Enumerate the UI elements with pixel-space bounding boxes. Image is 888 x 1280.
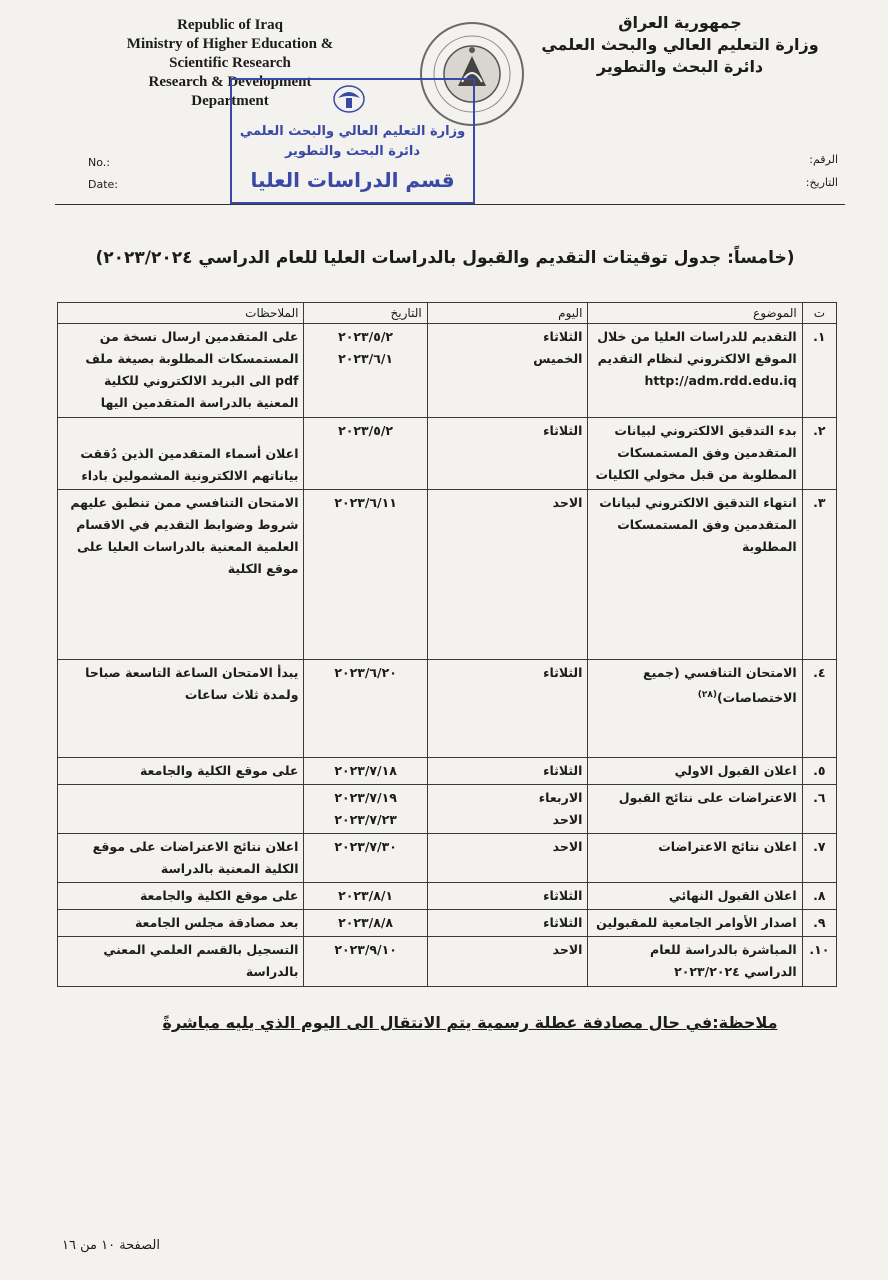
date-label-ar: التاريخ: xyxy=(805,176,838,189)
row-number: ١. xyxy=(802,324,836,418)
row-notes: الامتحان التنافسي ممن تنطبق عليهم شروط وضوابط التقديم في الاقسام العلمية المعنية بالدراسات العليا على موقع الكلية xyxy=(58,490,304,660)
table-row xyxy=(58,785,837,834)
row-notes: يبدأ الامتحان الساعة التاسعة صباحا ولمدة ثلاث ساعات xyxy=(58,660,304,758)
row-date: ٢٠٢٣/٩/١٠ xyxy=(304,937,427,987)
application-url-link[interactable]: http://adm.rdd.edu.iq xyxy=(644,373,797,388)
row-day: الاحد xyxy=(427,490,588,660)
header-ar-line3: دائرة البحث والتطوير xyxy=(596,57,764,76)
row-date: ٢٠٢٣/٨/١ xyxy=(304,883,427,910)
row-notes xyxy=(58,785,304,834)
row-notes: التسجيل بالقسم العلمي المعني بالدراسة xyxy=(58,937,304,987)
row-day: الثلاثاء xyxy=(427,910,588,937)
row-notes: اعلان نتائج الاعتراضات على موقع الكلية المعنية بالدراسة xyxy=(58,834,304,883)
row-day xyxy=(427,324,588,418)
stamp-line3: قسم الدراسات العليا xyxy=(250,168,455,192)
number-label-ar: الرقم: xyxy=(809,153,838,166)
table-row xyxy=(58,324,837,418)
page-title: (خامساً: جدول توقيتات التقديم والقبول بالدراسات العليا للعام الدراسي ٢٠٢٣/٢٠٢٤) xyxy=(95,248,795,268)
row-day xyxy=(427,785,588,834)
row-number: ٤. xyxy=(802,660,836,758)
row-topic xyxy=(588,660,802,758)
row-topic xyxy=(588,324,802,418)
row-number: ٢. xyxy=(802,418,836,490)
header-arabic xyxy=(530,12,830,78)
header-ar-line2: وزارة التعليم العالي والبحث العلمي xyxy=(541,35,819,54)
row-day: الاحد xyxy=(427,937,588,987)
row-topic: اعلان القبول الاولي xyxy=(588,758,802,785)
footnote-marker: (٢٨) xyxy=(697,690,717,700)
row-number: ٧. xyxy=(802,834,836,883)
table-row xyxy=(58,834,837,883)
header-day: اليوم xyxy=(427,303,588,324)
row-date xyxy=(304,785,427,834)
table-row xyxy=(58,758,837,785)
page-number: الصفحة ١٠ من ١٦ xyxy=(62,1238,160,1253)
stamp-line1: وزارة التعليم العالي والبحث العلمي xyxy=(239,124,466,139)
header-ar-line1: جمهورية العراق xyxy=(618,13,742,32)
row-date: ٢٠٢٣/٥/٢ xyxy=(304,418,427,490)
table-row xyxy=(58,418,837,490)
header-en-line3: Scientific Research xyxy=(169,55,291,71)
row-date xyxy=(304,324,427,418)
row-topic: الاعتراضات على نتائج القبول xyxy=(588,785,802,834)
header-notes: الملاحظات xyxy=(58,303,304,324)
row-notes: بعد مصادقة مجلس الجامعة xyxy=(58,910,304,937)
table-row xyxy=(58,937,837,987)
row-topic: اصدار الأوامر الجامعية للمقبولين xyxy=(588,910,802,937)
table-row xyxy=(58,883,837,910)
row-number: ٣. xyxy=(802,490,836,660)
schedule-table xyxy=(57,302,837,987)
holiday-note: ملاحظة:في حال مصادفة عطلة رسمية يتم الانتقال الى اليوم الذي يليه مباشرةً xyxy=(162,1013,778,1032)
eagle-emblem-icon xyxy=(332,84,366,114)
header-divider xyxy=(55,204,845,205)
date-label-en: Date: xyxy=(88,178,118,191)
row-day: الثلاثاء xyxy=(427,883,588,910)
row-date: ٢٠٢٣/٨/٨ xyxy=(304,910,427,937)
row-day: الاحد xyxy=(427,834,588,883)
number-label-en: No.: xyxy=(88,156,110,169)
row-day: الثلاثاء xyxy=(427,758,588,785)
row-notes-text: اعلان أسماء المتقدمين الذين دُققت بياناتهم الالكترونية المشمولين باداء xyxy=(80,446,299,483)
row-date-start: ٢٠٢٣/٥/٢ xyxy=(338,329,394,344)
header-en-line1: Republic of Iraq xyxy=(177,17,283,33)
row-notes xyxy=(58,418,304,490)
row-day-start: الثلاثاء xyxy=(543,329,583,344)
row-day-end: الاحد xyxy=(552,812,583,827)
department-stamp xyxy=(230,78,475,204)
row-date-end: ٢٠٢٣/٧/٢٣ xyxy=(334,812,397,827)
row-notes: على المتقدمين ارسال نسخة من المستمسكات المطلوبة بصيغة ملف pdf الى البريد الالكتروني للكلية المعنية بالدراسة المتقدمين اليها xyxy=(58,324,304,418)
row-number: ٥. xyxy=(802,758,836,785)
row-number: ٩. xyxy=(802,910,836,937)
row-day-start: الاربعاء xyxy=(538,790,583,805)
row-topic-text: التقديم للدراسات العليا من خلال الموقع الالكتروني لنظام التقديم xyxy=(597,329,797,366)
header-num: ت xyxy=(802,303,836,324)
table-row xyxy=(58,910,837,937)
row-date-end: ٢٠٢٣/٦/١ xyxy=(338,351,394,366)
row-day: الثلاثاء xyxy=(427,660,588,758)
header-en-line5: Department xyxy=(191,93,269,109)
row-number: ٨. xyxy=(802,883,836,910)
row-number: ٦. xyxy=(802,785,836,834)
row-day: الثلاثاء xyxy=(427,418,588,490)
row-date-start: ٢٠٢٣/٧/١٩ xyxy=(334,790,397,805)
table-header-row xyxy=(58,303,837,324)
row-date: ٢٠٢٣/٦/١١ xyxy=(304,490,427,660)
table-row xyxy=(58,490,837,660)
header-topic: الموضوع xyxy=(588,303,802,324)
row-number: ١٠. xyxy=(802,937,836,987)
row-topic: اعلان القبول النهائي xyxy=(588,883,802,910)
row-notes: على موقع الكلية والجامعة xyxy=(58,883,304,910)
row-topic: بدء التدقيق الالكتروني لبيانات المتقدمين وفق المستمسكات المطلوبة من قبل مخولي الكليات xyxy=(588,418,802,490)
row-date: ٢٠٢٣/٦/٢٠ xyxy=(304,660,427,758)
row-topic: المباشرة بالدراسة للعام الدراسي ٢٠٢٣/٢٠٢٤ xyxy=(588,937,802,987)
row-date: ٢٠٢٣/٧/٣٠ xyxy=(304,834,427,883)
header-en-line2: Ministry of Higher Education & xyxy=(126,36,334,52)
header-en-line4: Research & Development xyxy=(148,74,312,90)
row-day-end: الخميس xyxy=(533,351,583,366)
row-date: ٢٠٢٣/٧/١٨ xyxy=(304,758,427,785)
row-topic: اعلان نتائج الاعتراضات xyxy=(588,834,802,883)
row-topic: انتهاء التدقيق الالكتروني لبيانات المتقدمين وفق المستمسكات المطلوبة xyxy=(588,490,802,660)
row-notes: على موقع الكلية والجامعة xyxy=(58,758,304,785)
stamp-line2: دائرة البحث والتطوير xyxy=(284,144,421,159)
row-topic-text: الامتحان التنافسي (جميع الاختصاصات) xyxy=(643,665,797,706)
header-date: التاريخ xyxy=(304,303,427,324)
table-row xyxy=(58,660,837,758)
